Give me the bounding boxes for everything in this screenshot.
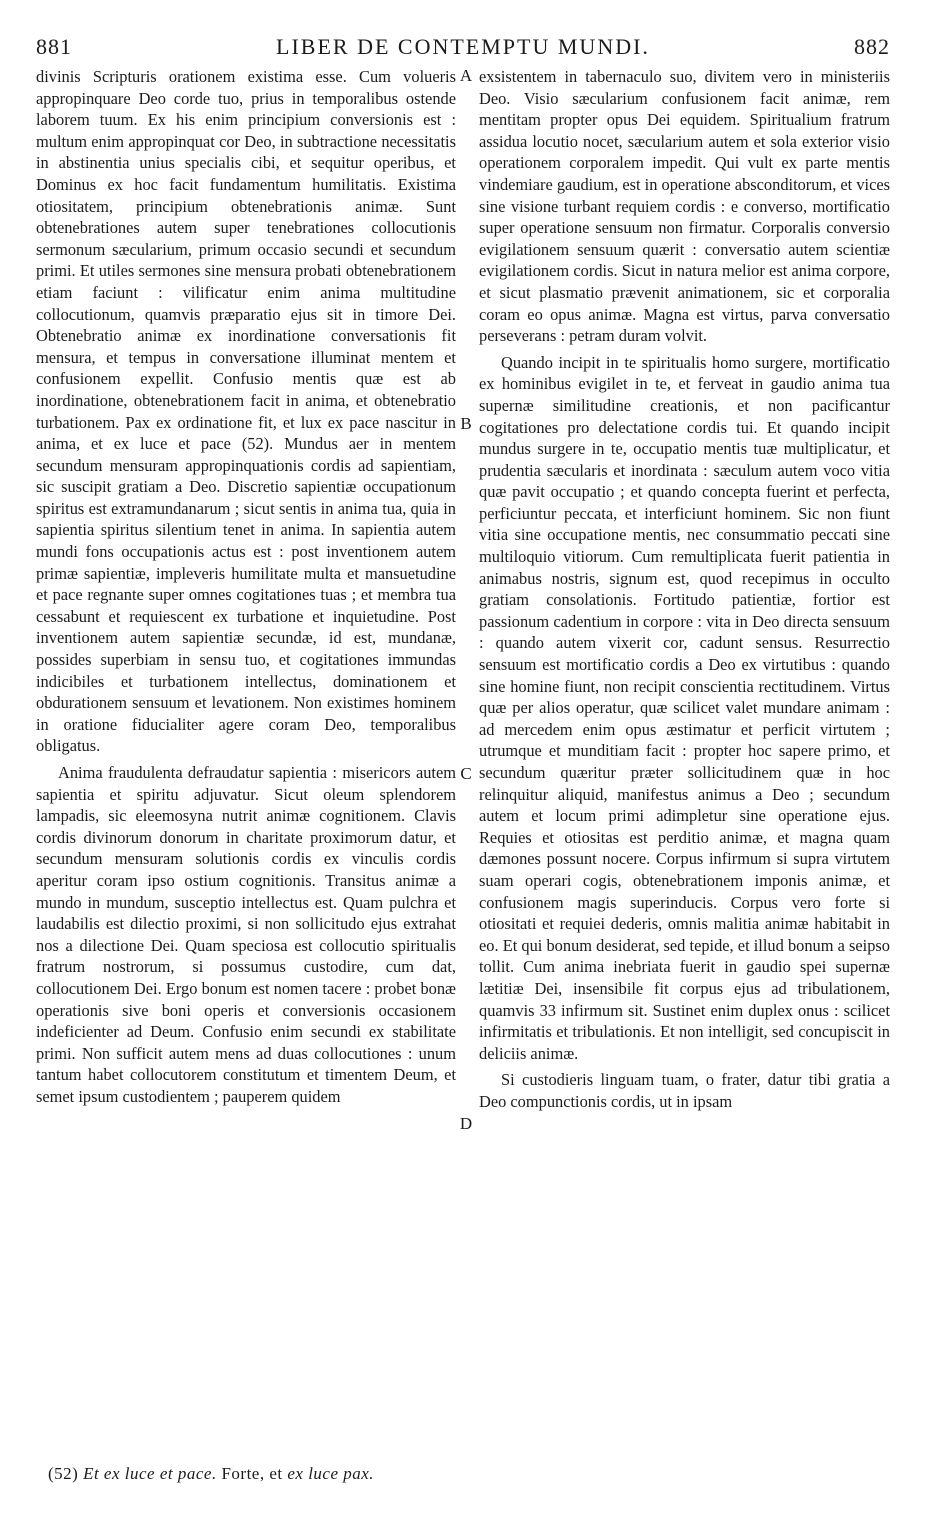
right-paragraph-2: Quando incipit in te spiritualis homo surgere, mortificatio ex hominibus evigilet in te, et ferveat in gaudio anima tua supernæ similitudine creationis, et non pacificantur cogitationes pro delectatione cordis tui. Et quando incipit mundus surgere in te, occupatio mentis tuæ multiplicatur, et prudentia sæcularis et inordinata : sæculum autem voco vitia quæ pavit occupatio ; et quando concepta fuerint et perfecta, perficiuntur peccata, et interficiunt hominem. Sic non fiunt vitia sine occupatione mentis, nec consummatio peccati sine multiloquio vitiorum. Cum remultiplicata fuerit patientia in animabus nostris, signum est, quod recepimus in occulto gratiam consolationis. Fortitudo patientiæ, fortior est passionum cadentium in corpore : vita in Deo directa sensuum : quando autem vixerit cor, cadunt sensus. Resurrectio sensuum est mortificatio cordis a Deo ex virtutibus : quando sine homine fiunt, non recipit conscientia rectitudinem. Virtus quæ per alios operatur, quæ scilicet valet mundare animam : ad mercedem enim opus æstimatur et perficit virtutem ; utrumque et munditiam facit : propter hoc sapere primo, et secundum quæritur præter sollicitudinem quæ in hoc relinquitur aliquid, manifestus animus a Deo ; secundum autem et locum primi adimpletur sine operatione ejus. Requies et otiositas est perditio animæ, et magna quam dæmones possunt nocere. Corpus infirmum si supra virtutem suam operari cogis, obtenebrationem imponis animæ, et confusionem magis superinducis. Corpus vero forte si otiositati et requiei dederis, omnis malitia animæ habitabit in eo. Et qui bonum desiderat, sed tepide, et illud bonum a seipso tollit. Cum anima inebriata fuerit in gaudio spei supernæ lætitiæ Dei, insensibile fit corpus ejus ad tribulationem, quamvis 33 infirmum sit. Sustinet enim duplex onus : scilicet infirmitatis et tribulationis. Et non intelligit, sed concupiscit in deliciis animæ. bbox=[479, 352, 890, 1063]
left-column bbox=[36, 66, 456, 1446]
footnote-italic-a: Et ex luce et pace. bbox=[83, 1464, 217, 1483]
right-paragraph-3: Si custodieris linguam tuam, o frater, datur tibi gratia a Deo compunctionis cordis, ut in ipsam bbox=[479, 1070, 890, 1111]
footnote-plain: Forte, et bbox=[221, 1464, 283, 1483]
right-column bbox=[479, 66, 890, 1446]
footnote-italic-b: ex luce pax. bbox=[287, 1464, 375, 1483]
left-paragraph-2: Anima fraudulenta defraudatur sapientia : misericors autem sapientia et spiritu adjuvatur. Sicut oleum splendorem lampadis, sic eleemosyna nutrit animæ cognitionem. Clavis cordis divinorum donorum in charitate proximorum datur, et secundum mensuram solutionis cordis ex vinculis cordis aperitur coram ipso ostium cognitionis. Transitus animæ a mundo in mundum, susceptio intellectus est. Quam pulchra et laudabilis est dilectio proximi, si non sollicitudo ejus extrahat nos a dilectione Dei. Quam speciosa est collocutio spiritualis fratrum nostrorum, si possumus custodire, cum dat, collocutionem Dei. Ergo bonum est nomen tacere : probet bonæ operationis sive boni operis et conversionis occasionem indeficienter ad Deum. Confusio enim secundi ex stabilitate primi. Non sufficit autem mens ad duas collocutiones : unum tantum habet collocutorem constitutum et timentem Deum, et semet ipsum custodientem ; pauperem quidem bbox=[36, 763, 456, 1106]
margin-marker-d: D bbox=[459, 1114, 473, 1133]
footnote-number: (52) bbox=[48, 1464, 79, 1483]
right-paragraph-1: exsistentem in tabernaculo suo, divitem vero in ministeriis Deo. Visio sæcularium confusionem facit animæ, rem mentitam propter opus Dei equidem. Spiritualium fratrum assidua locutio nocet, sæcularium autem et sola exterior visio operationem corporalem impedit. Qui vult ex parte mentis vindemiare gaudium, est in operatione absconditorum, et vices sine visione turbant requiem cordis : e converso, mortificatio super operatione sensuum non firmatur. Corporalis conversio evigilationem sensuum quærit : conversatio autem scientiæ evigilationem cordis. Sicut in natura melior est anima corpore, et sicut plasmatio prævenit animationem, sic et corporalia coram eo opus animæ. Magna est virtus, parva conversatio perseverans : petram duram volvit. bbox=[479, 67, 890, 346]
margin-marker-a: A bbox=[459, 66, 473, 85]
margin-marker-c: C bbox=[460, 764, 472, 783]
left-paragraph-1: divinis Scripturis orationem existima esse. Cum volueris appropinquare Deo corde tuo, prius in temporalibus ostende laborem tuum. Ex his enim principium conversionis est : multum enim appropinquat cor Deo, in subtractione necessitatis in abstinentia unius specialis cibi, et sequitur operibus, et Dominus ex hoc facit fundamentum humilitatis. Existima otiositatem, principium obtenebrationis animæ. Sunt obtenebrationes autem super tenebrationes collocutionis sermonum sæcularium, primum occasio secundi et secundum primi. Et utiles sermones sine mensura probati obtenebrationem etiam faciunt : vilificatur enim anima multitudine collocutionum, quamvis præparatio ejus sit in timore Dei. Obtenebratio animæ ex inordinatione conversationis fit mensura, et tempus in conversatione illuminat mentem et confusionem expellit. Confusio mentis quæ est ab inordinatione, obtenebrationem facit in anima, et obtenebratio turbationem. Pax ex ordinatione fit, et lux ex pace nascitur in anima, et ex luce et pace (52). Mundus aer in mentem secundum mensuram appropinquationis cordis ad sapientiam, sic suscipit gratiam a Deo. Discretio sapientiæ occupationum spiritus est extramundanarum ; sicut sentis in anima tua, quia in sapientia spiritus silentium tenet in anima. In sapientia autem mundi fons occupationis actus est : post inventionem autem primæ sapientiæ, impleveris humilitate multa et mansuetudine et pace regnante super omnes cogitationes tuas ; et membra tua cessabunt et requiescent ex turbatione et inquietudine. Post inventionem autem sapientiæ secundæ, id est, mundanæ, possides superbiam in sensu tuo, et cogitationes immundas indicibiles et turbationem intellectus, dominationem et obdurationem sensuum et levationem. Non existimes hominem in oratione fiducialiter agere coram Deo, temporalibus obligatus. bbox=[36, 67, 456, 756]
page-number-right: 882 bbox=[854, 34, 890, 59]
running-title: LIBER DE CONTEMPTU MUNDI. bbox=[276, 34, 650, 59]
page-number-left: 881 bbox=[36, 34, 72, 59]
margin-marker-b: B bbox=[460, 414, 472, 433]
footnote bbox=[48, 1464, 374, 1484]
page-header bbox=[36, 34, 890, 64]
